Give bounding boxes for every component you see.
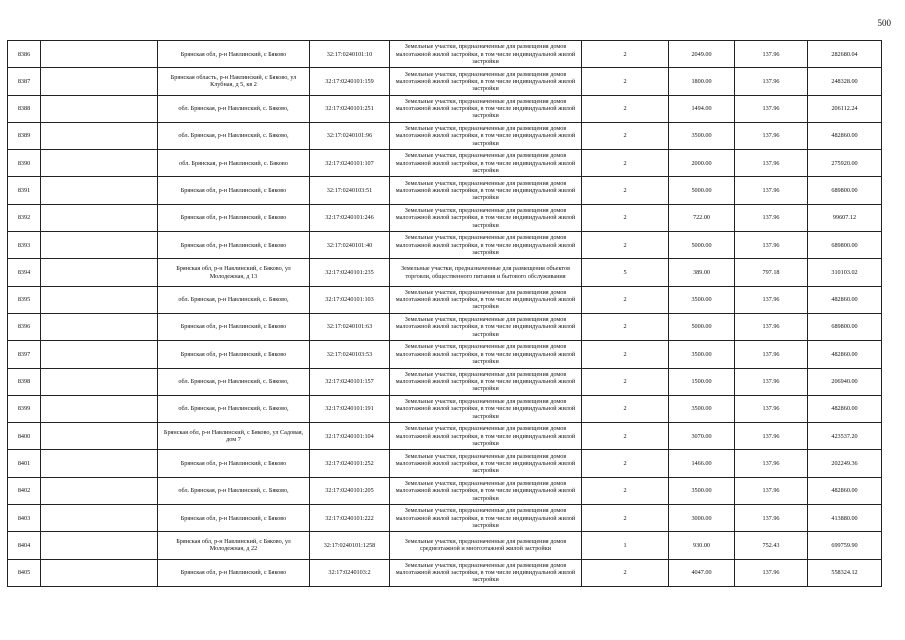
address-cell: Брянская обл, р-н Навлинский, с Бяково [158, 313, 310, 340]
table-row [8, 505, 882, 532]
table-row [8, 532, 882, 559]
cadastral-value-cell: 689800.00 [808, 177, 882, 204]
land-use-category-cell: Земельные участки, предназначенные для размещения домов малоэтажной жилой застройки, в том числе индивидуальной жилой застройки [390, 477, 582, 504]
cadastral-value-cell: 310103.02 [808, 259, 882, 286]
category-code-cell: 2 [582, 313, 669, 340]
cadastral-value-cell: 689800.00 [808, 232, 882, 259]
area-cell: 722.00 [669, 204, 735, 231]
unit-value-cell: 137.96 [735, 204, 808, 231]
area-cell: 1500.00 [669, 368, 735, 395]
land-use-category-cell: Земельные участки, предназначенные для размещения домов малоэтажной жилой застройки, в том числе индивидуальной жилой застройки [390, 313, 582, 340]
table-row [8, 477, 882, 504]
category-code-cell: 1 [582, 532, 669, 559]
record-number-cell: 8399 [8, 395, 41, 422]
unit-value-cell: 137.96 [735, 450, 808, 477]
table-row [8, 450, 882, 477]
blank-cell [41, 395, 158, 422]
cadastral-value-cell: 482860.00 [808, 286, 882, 313]
blank-cell [41, 286, 158, 313]
land-use-category-cell: Земельные участки, предназначенные для размещения домов малоэтажной жилой застройки, в том числе индивидуальной жилой застройки [390, 341, 582, 368]
area-cell: 2000.00 [669, 150, 735, 177]
blank-cell [41, 259, 158, 286]
area-cell: 5000.00 [669, 177, 735, 204]
category-code-cell: 2 [582, 177, 669, 204]
category-code-cell: 2 [582, 204, 669, 231]
blank-cell [41, 41, 158, 68]
record-number-cell: 8395 [8, 286, 41, 313]
area-cell: 4047.00 [669, 559, 735, 586]
cadastral-number-cell: 32:17:0240103:51 [310, 177, 390, 204]
area-cell: 2049.00 [669, 41, 735, 68]
cadastral-number-cell: 32:17:0240101:104 [310, 423, 390, 450]
cadastral-number-cell: 32:17:0240101:96 [310, 122, 390, 149]
blank-cell [41, 150, 158, 177]
cadastral-value-cell: 275920.00 [808, 150, 882, 177]
land-use-category-cell: Земельные участки, предназначенные для размещения домов малоэтажной жилой застройки, в том числе индивидуальной жилой застройки [390, 505, 582, 532]
cadastral-number-cell: 32:17:0240101:222 [310, 505, 390, 532]
address-cell: Брянская обл, р-н Навлинский, с Бяково [158, 204, 310, 231]
record-number-cell: 8392 [8, 204, 41, 231]
area-cell: 1466.00 [669, 450, 735, 477]
record-number-cell: 8396 [8, 313, 41, 340]
record-number-cell: 8397 [8, 341, 41, 368]
cadastral-value-cell: 413880.00 [808, 505, 882, 532]
unit-value-cell: 137.96 [735, 559, 808, 586]
record-number-cell: 8398 [8, 368, 41, 395]
category-code-cell: 2 [582, 395, 669, 422]
table-row [8, 204, 882, 231]
table-row [8, 122, 882, 149]
table-row [8, 341, 882, 368]
blank-cell [41, 313, 158, 340]
record-number-cell: 8393 [8, 232, 41, 259]
blank-cell [41, 341, 158, 368]
land-use-category-cell: Земельные участки, предназначенные для размещения домов малоэтажной жилой застройки, в том числе индивидуальной жилой застройки [390, 204, 582, 231]
cadastral-number-cell: 32:17:0240101:157 [310, 368, 390, 395]
area-cell: 3070.00 [669, 423, 735, 450]
land-use-category-cell: Земельные участки, предназначенные для размещения домов малоэтажной жилой застройки, в том числе индивидуальной жилой застройки [390, 423, 582, 450]
address-cell: обл. Брянская, р-н Навлинский, с. Бяково [158, 150, 310, 177]
unit-value-cell: 797.18 [735, 259, 808, 286]
cadastral-value-cell: 699759.90 [808, 532, 882, 559]
address-cell: обл. Брянская, р-н Навлинский, с. Бяково, [158, 477, 310, 504]
cadastral-number-cell: 32:17:0240101:251 [310, 95, 390, 122]
address-cell: Брянская обл, р-н Навлинский, с Бяково, ул Молодежная, д 13 [158, 259, 310, 286]
land-use-category-cell: Земельные участки, предназначенные для размещения домов малоэтажной жилой застройки, в том числе индивидуальной жилой застройки [390, 150, 582, 177]
record-number-cell: 8403 [8, 505, 41, 532]
unit-value-cell: 137.96 [735, 313, 808, 340]
area-cell: 5000.00 [669, 232, 735, 259]
table-row [8, 95, 882, 122]
unit-value-cell: 137.96 [735, 95, 808, 122]
unit-value-cell: 137.96 [735, 368, 808, 395]
record-number-cell: 8387 [8, 68, 41, 95]
record-number-cell: 8389 [8, 122, 41, 149]
cadastral-number-cell: 32:17:0240101:63 [310, 313, 390, 340]
cadastral-number-cell: 32:17:0240101:10 [310, 41, 390, 68]
cadastral-number-cell: 32:17:0240103:53 [310, 341, 390, 368]
address-cell: Брянская обл, р-н Навлинский, с Бяково [158, 232, 310, 259]
table-row [8, 559, 882, 586]
category-code-cell: 2 [582, 150, 669, 177]
land-use-category-cell: Земельные участки, предназначенные для размещения домов малоэтажной жилой застройки, в том числе индивидуальной жилой застройки [390, 95, 582, 122]
unit-value-cell: 137.96 [735, 122, 808, 149]
blank-cell [41, 505, 158, 532]
table-row [8, 286, 882, 313]
cadastral-value-cell: 482860.00 [808, 341, 882, 368]
unit-value-cell: 137.96 [735, 68, 808, 95]
table-row [8, 68, 882, 95]
blank-cell [41, 232, 158, 259]
blank-cell [41, 204, 158, 231]
page-number: 500 [877, 18, 891, 28]
category-code-cell: 2 [582, 559, 669, 586]
blank-cell [41, 177, 158, 204]
category-code-cell: 2 [582, 368, 669, 395]
unit-value-cell: 137.96 [735, 286, 808, 313]
land-use-category-cell: Земельные участки, предназначенные для размещения домов малоэтажной жилой застройки, в том числе индивидуальной жилой застройки [390, 122, 582, 149]
cadastral-number-cell: 32:17:0240101:246 [310, 204, 390, 231]
unit-value-cell: 752.43 [735, 532, 808, 559]
land-use-category-cell: Земельные участки, предназначенные для размещения домов малоэтажной жилой застройки, в том числе индивидуальной жилой застройки [390, 177, 582, 204]
area-cell: 3500.00 [669, 477, 735, 504]
cadastral-value-cell: 482860.00 [808, 122, 882, 149]
blank-cell [41, 450, 158, 477]
cadastral-value-cell: 206940.00 [808, 368, 882, 395]
unit-value-cell: 137.96 [735, 177, 808, 204]
unit-value-cell: 137.96 [735, 150, 808, 177]
cadastral-value-cell: 202249.36 [808, 450, 882, 477]
unit-value-cell: 137.96 [735, 41, 808, 68]
land-use-category-cell: Земельные участки, предназначенные для размещения домов среднеэтажной и многоэтажной жилой застройки [390, 532, 582, 559]
blank-cell [41, 559, 158, 586]
table-row [8, 177, 882, 204]
table-row [8, 313, 882, 340]
category-code-cell: 2 [582, 450, 669, 477]
area-cell: 3500.00 [669, 122, 735, 149]
record-number-cell: 8402 [8, 477, 41, 504]
category-code-cell: 2 [582, 122, 669, 149]
parcel-registry-table [7, 40, 882, 587]
unit-value-cell: 137.96 [735, 505, 808, 532]
record-number-cell: 8388 [8, 95, 41, 122]
category-code-cell: 2 [582, 41, 669, 68]
land-use-category-cell: Земельные участки, предназначенные для размещения домов малоэтажной жилой застройки, в том числе индивидуальной жилой застройки [390, 450, 582, 477]
area-cell: 3500.00 [669, 286, 735, 313]
blank-cell [41, 68, 158, 95]
address-cell: Брянская обл, р-н Навлинский, с Бяково [158, 41, 310, 68]
category-code-cell: 2 [582, 341, 669, 368]
address-cell: обл. Брянская, р-н Навлинский, с. Бяково, [158, 95, 310, 122]
address-cell: обл. Брянская, р-н Навлинский, с. Бяково, [158, 395, 310, 422]
area-cell: 3500.00 [669, 395, 735, 422]
cadastral-number-cell: 32:17:0240101:1258 [310, 532, 390, 559]
address-cell: обл. Брянская, р-н Навлинский, с. Бяково, [158, 286, 310, 313]
area-cell: 930.00 [669, 532, 735, 559]
table-row [8, 395, 882, 422]
address-cell: обл. Брянская, р-н Навлинский, с. Бяково, [158, 122, 310, 149]
record-number-cell: 8405 [8, 559, 41, 586]
table-row [8, 368, 882, 395]
address-cell: Брянская область, р-н Навлинский, с Бяково, ул Клубная, д 5, кв 2 [158, 68, 310, 95]
address-cell: обл. Брянская, р-н Навлинский, с. Бяково, [158, 368, 310, 395]
cadastral-number-cell: 32:17:0240101:107 [310, 150, 390, 177]
category-code-cell: 5 [582, 259, 669, 286]
unit-value-cell: 137.96 [735, 395, 808, 422]
area-cell: 3500.00 [669, 341, 735, 368]
unit-value-cell: 137.96 [735, 341, 808, 368]
table-row [8, 41, 882, 68]
address-cell: Брянская обл, р-н Навлинский, с Бяково [158, 177, 310, 204]
cadastral-number-cell: 32:17:0240101:235 [310, 259, 390, 286]
category-code-cell: 2 [582, 505, 669, 532]
record-number-cell: 8401 [8, 450, 41, 477]
address-cell: Брянская обл, р-н Навлинский, с Бяково [158, 450, 310, 477]
category-code-cell: 2 [582, 95, 669, 122]
table-row [8, 423, 882, 450]
category-code-cell: 2 [582, 68, 669, 95]
land-use-category-cell: Земельные участки, предназначенные для размещения домов малоэтажной жилой застройки, в том числе индивидуальной жилой застройки [390, 286, 582, 313]
unit-value-cell: 137.96 [735, 232, 808, 259]
cadastral-value-cell: 482860.00 [808, 395, 882, 422]
record-number-cell: 8391 [8, 177, 41, 204]
blank-cell [41, 95, 158, 122]
address-cell: Брянская обл, р-н Навлинский, с Бяково [158, 341, 310, 368]
blank-cell [41, 423, 158, 450]
area-cell: 3000.00 [669, 505, 735, 532]
land-use-category-cell: Земельные участки, предназначенные для размещения домов малоэтажной жилой застройки, в том числе индивидуальной жилой застройки [390, 68, 582, 95]
cadastral-value-cell: 206112.24 [808, 95, 882, 122]
cadastral-value-cell: 423537.20 [808, 423, 882, 450]
area-cell: 389.00 [669, 259, 735, 286]
cadastral-value-cell: 689800.00 [808, 313, 882, 340]
cadastral-value-cell: 248328.00 [808, 68, 882, 95]
table-row [8, 150, 882, 177]
cadastral-number-cell: 32:17:0240101:103 [310, 286, 390, 313]
category-code-cell: 2 [582, 423, 669, 450]
land-use-category-cell: Земельные участки, предназначенные для размещения домов малоэтажной жилой застройки, в том числе индивидуальной жилой застройки [390, 368, 582, 395]
blank-cell [41, 368, 158, 395]
area-cell: 1494.00 [669, 95, 735, 122]
land-use-category-cell: Земельные участки, предназначенные для размещения домов малоэтажной жилой застройки, в том числе индивидуальной жилой застройки [390, 41, 582, 68]
category-code-cell: 2 [582, 286, 669, 313]
record-number-cell: 8386 [8, 41, 41, 68]
land-use-category-cell: Земельные участки, предназначенные для размещения объектов торговли, общественного питания и бытового обслуживания [390, 259, 582, 286]
cadastral-value-cell: 558324.12 [808, 559, 882, 586]
area-cell: 5000.00 [669, 313, 735, 340]
category-code-cell: 2 [582, 477, 669, 504]
blank-cell [41, 477, 158, 504]
registry-body [8, 41, 882, 587]
address-cell: Брянская обл, р-н Навлинский, с Бяково [158, 505, 310, 532]
land-use-category-cell: Земельные участки, предназначенные для размещения домов малоэтажной жилой застройки, в том числе индивидуальной жилой застройки [390, 232, 582, 259]
cadastral-number-cell: 32:17:0240101:159 [310, 68, 390, 95]
address-cell: Брянская обл, р-н Навлинский, с Бяково [158, 559, 310, 586]
cadastral-number-cell: 32:17:0240101:252 [310, 450, 390, 477]
table-row [8, 232, 882, 259]
address-cell: Брянская обл, р-н Навлинский, с Бяково, ул Молодежная, д 22 [158, 532, 310, 559]
blank-cell [41, 122, 158, 149]
record-number-cell: 8400 [8, 423, 41, 450]
record-number-cell: 8394 [8, 259, 41, 286]
cadastral-value-cell: 99607.12 [808, 204, 882, 231]
cadastral-number-cell: 32:17:0240103:2 [310, 559, 390, 586]
cadastral-value-cell: 282680.04 [808, 41, 882, 68]
unit-value-cell: 137.96 [735, 477, 808, 504]
cadastral-number-cell: 32:17:0240101:191 [310, 395, 390, 422]
cadastral-value-cell: 482860.00 [808, 477, 882, 504]
record-number-cell: 8390 [8, 150, 41, 177]
land-use-category-cell: Земельные участки, предназначенные для размещения домов малоэтажной жилой застройки, в том числе индивидуальной жилой застройки [390, 395, 582, 422]
unit-value-cell: 137.96 [735, 423, 808, 450]
record-number-cell: 8404 [8, 532, 41, 559]
table-row [8, 259, 882, 286]
land-use-category-cell: Земельные участки, предназначенные для размещения домов малоэтажной жилой застройки, в том числе индивидуальной жилой застройки [390, 559, 582, 586]
blank-cell [41, 532, 158, 559]
area-cell: 1800.00 [669, 68, 735, 95]
category-code-cell: 2 [582, 232, 669, 259]
cadastral-number-cell: 32:17:0240101:205 [310, 477, 390, 504]
address-cell: Брянская обл, р-н Навлинский, с Бяково, ул Садовая, дом 7 [158, 423, 310, 450]
cadastral-number-cell: 32:17:0240101:40 [310, 232, 390, 259]
